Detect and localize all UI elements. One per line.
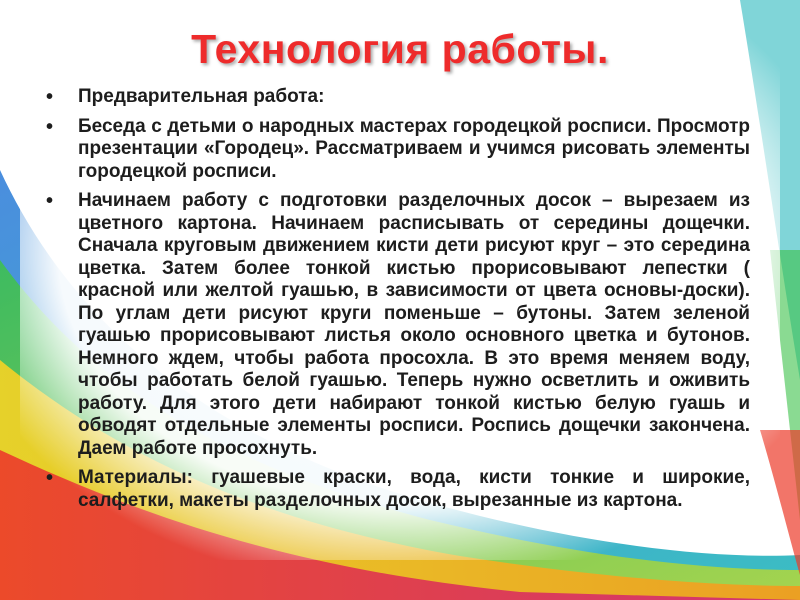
bullet-item — [40, 116, 750, 184]
bullet-item — [40, 86, 750, 109]
slide-content — [40, 86, 750, 519]
bullet-text: • Предварительная работа: — [78, 86, 325, 107]
slide-title: Технология работы. — [191, 26, 609, 72]
bullet-item — [40, 467, 750, 512]
bullet-text: • Начинаем работу с подготовки разделочных досок – вырезаем из цветного картона. Начинаем расписывать от середины дощечки. Сначала круговым движением кисти дети рисуют круг – это середина цветка. Затем более тонкой кистью прорисовывают лепестки ( красной или желтой гуашью, в зависимости от цвета основы-доски). По углам дети рисуют круги поменьше – бутоны. Затем зеленой гуашью прорисовывают листья около основного цветка и бутонов. Немного ждем, чтобы работа просохла. В это время меняем воду, чтобы работать белой гуашью. Теперь нужно осветлить и оживить работу. Для этого дети набирают тонкой кистью белую гуашь и обводят отдельные элементы росписи. Роспись дощечки закончена. Даем работе просохнуть. — [78, 190, 750, 459]
bullet-text: • Беседа с детьми о народных мастерах городецкой росписи. Просмотр презентации «Городец». Рассматриваем и учимся рисовать элементы городецкой росписи. — [78, 115, 750, 182]
bullet-text: • Материалы: гуашевые краски, вода, кисти тонкие и широкие, салфетки, макеты разделочных досок, вырезанные из картона. — [78, 467, 750, 511]
bullet-list — [40, 86, 750, 512]
bullet-item — [40, 190, 750, 460]
